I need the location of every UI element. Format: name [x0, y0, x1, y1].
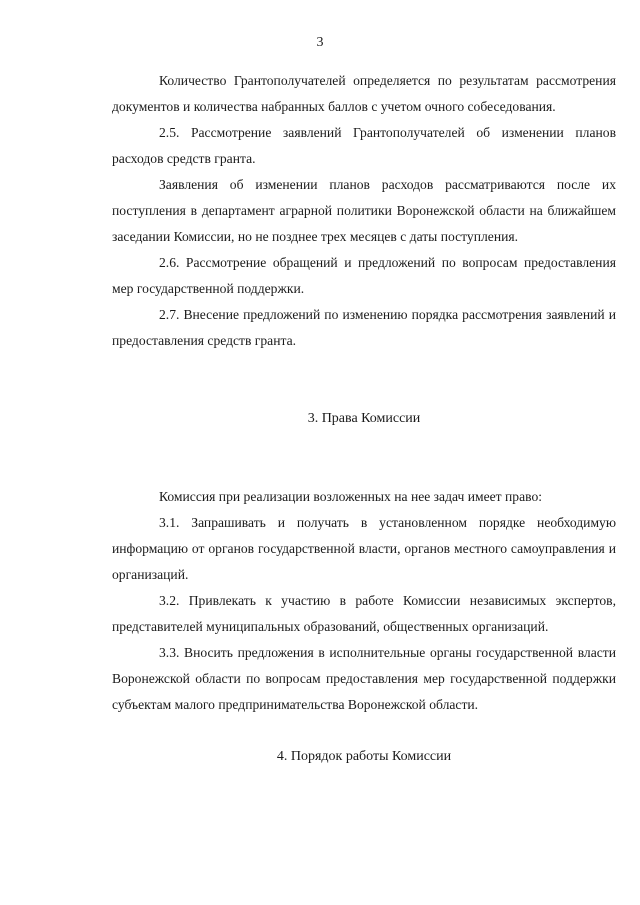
paragraph-3-3: 3.3. Вносить предложения в исполнительные органы государственной власти Воронежской области по вопросам предоставления мер государственной поддержки субъектам малого предпринимательства Воронежской области.: [112, 645, 616, 712]
paragraph-2-5: 2.5. Рассмотрение заявлений Грантополучателей об изменении планов расходов средств гранта.: [112, 125, 616, 166]
section-3-heading: 3. Права Комиссии: [307, 411, 421, 426]
paragraph-2-6: 2.6. Рассмотрение обращений и предложений по вопросам предоставления мер государственной поддержки.: [112, 255, 616, 296]
paragraph-3-2: 3.2. Привлекать к участию в работе Комиссии независимых экспертов, представителей муниципальных образований, общественных организаций.: [112, 593, 616, 634]
section-4-heading: 4. Порядок работы Комиссии: [276, 749, 452, 764]
paragraph-commission-rights-intro: Комиссия при реализации возложенных на нее задач имеет право:: [159, 489, 543, 504]
paragraph-grantee-count: Количество Грантополучателей определяется по результатам рассмотрения документов и количества набранных баллов с учетом очного собеседования.: [112, 73, 616, 114]
paragraph-3-1: 3.1. Запрашивать и получать в установленном порядке необходимую информацию от органов государственной власти, органов местного самоуправления и организаций.: [112, 515, 616, 582]
paragraph-2-5-details: Заявления об изменении планов расходов рассматриваются после их поступления в департамент аграрной политики Воронежской области на ближайшем заседании Комиссии, но не позднее трех месяцев с даты поступления.: [112, 177, 616, 244]
paragraph-2-7: 2.7. Внесение предложений по изменению порядка рассмотрения заявлений и предоставления средств гранта.: [112, 307, 616, 348]
page-number: 3: [316, 35, 324, 50]
document-body: [112, 68, 616, 770]
